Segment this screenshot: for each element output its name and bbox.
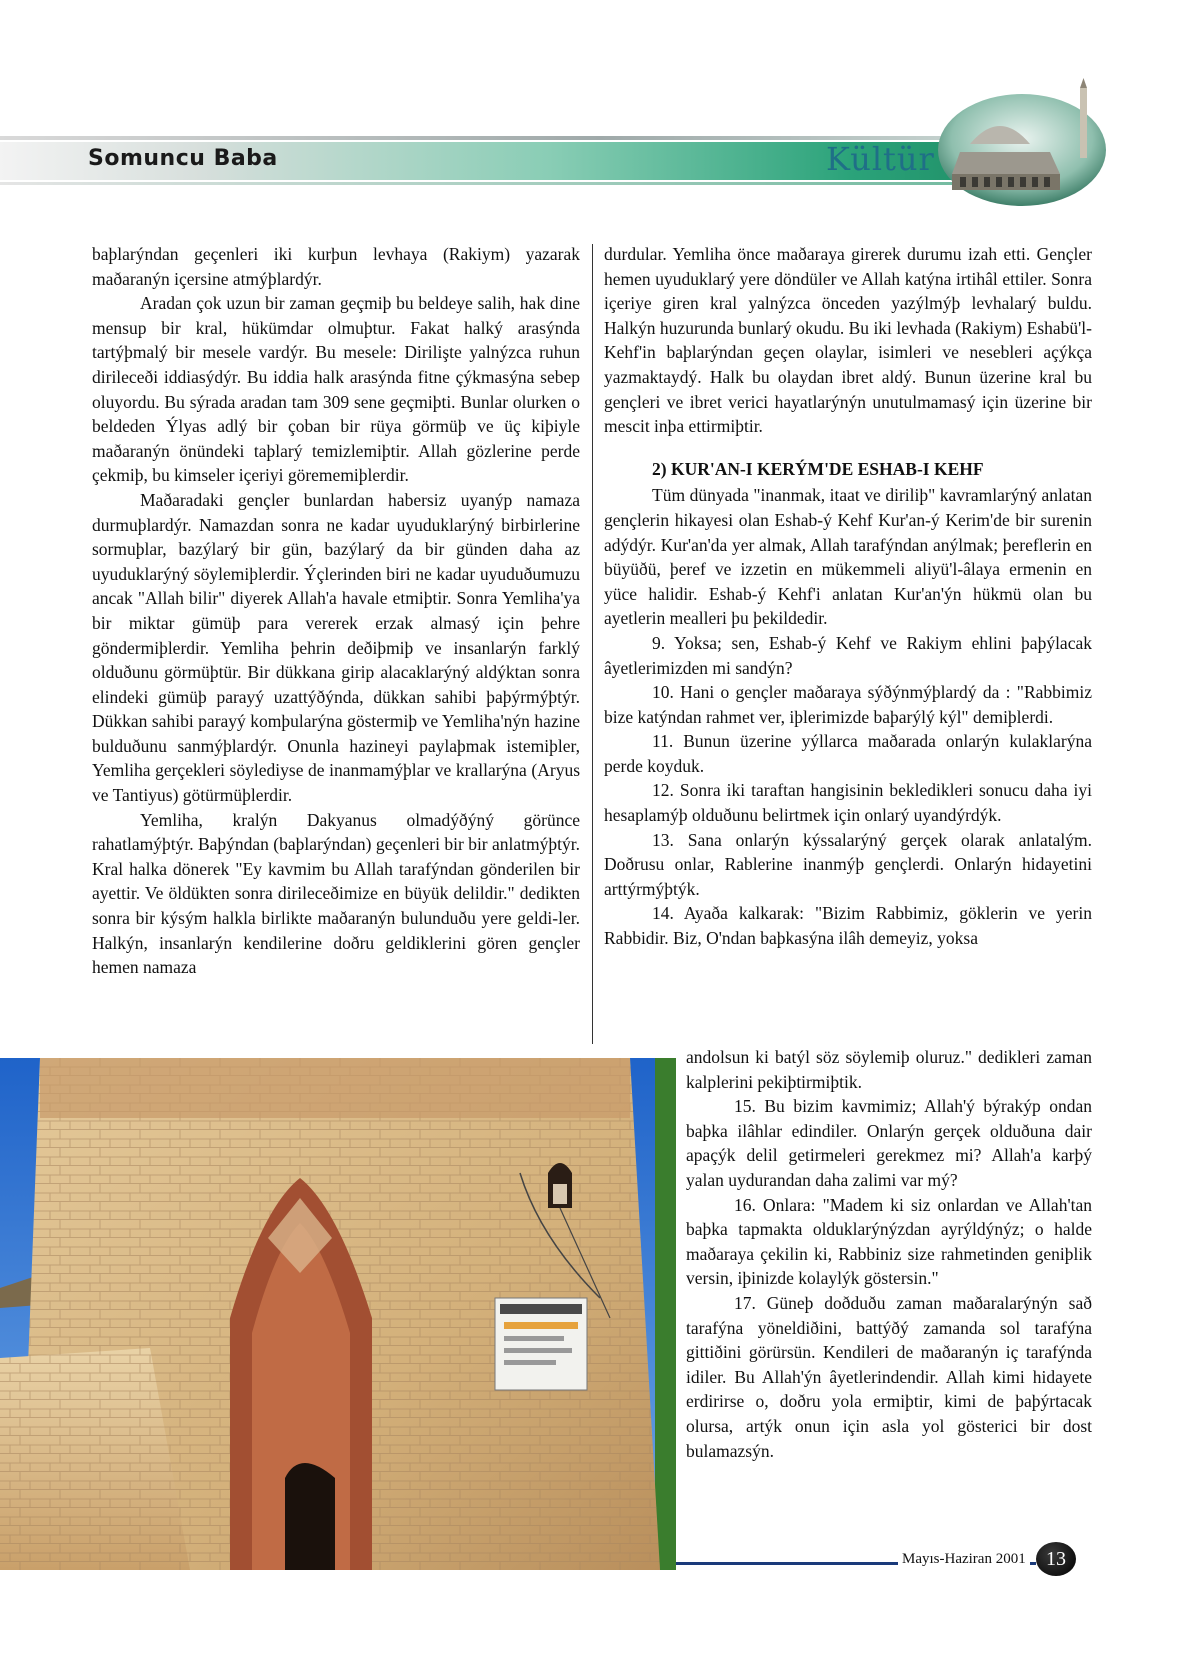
verse-paragraph: 12. Sonra iki taraftan hangisinin bekledikleri sonucu daha iyi hesaplamýþ olduðunu belirtmek için onlarý uyandýrdýk.: [604, 780, 1092, 826]
cave-mosque-photo: [0, 1058, 676, 1570]
paragraph: baþlarýndan geçenleri iki kurþun levhaya (Rakiym) yazarak maðaranýn içersine atmýþlardýr.: [92, 244, 580, 289]
paragraph: durdular. Yemliha önce maðaraya girerek durumu izah etti. Gençler hemen uyuduklarý yere döndüler ve Allah katýna irtihâl ettiler. Sonra içeriye giren kral yalnýzca önceden yazýlmýþ levhalarý buldu. Halkýn huzurunda bunlarý okudu. Bu iki levhada (Rakiym) Eshabü'l-Kehf'in baþlarýndan geçen olaylar, isimleri ve nesebleri açýkça yazmaktaydý. Halk bu olaydan ibret aldý. Bunun üzerine kral bu gençleri ve ibret verici hayatlarýnýn unutulmamasý için üzerine bir mescit inþa ettirmiþtir.: [604, 244, 1092, 437]
column-divider: [592, 244, 593, 1044]
verse-paragraph: 13. Sana onlarýn kýssalarýný gerçek olarak anlatalým. Doðrusu onlar, Rablerine inanmýþ gençlerdi. Onlarýn hidayetini arttýrmýþtýk.: [604, 829, 1092, 899]
section-subheading: 2) KUR'AN-I KERÝM'DE ESHAB-I KEHF: [652, 458, 984, 479]
verse-paragraph: 17. Güneþ doðduðu zaman maðaralarýnýn sað tarafýna yöneldiðini, battýðý zamanda sol tarafýna gittiðini görürsün. Kendileri de maðaranýn iç tarafýnda idiler. Bu Allah'ýn âyetlerindendir. Allah kimi hidayete erdirirse o, doðru yola ermiþtir, kimi de þaþýrtacak olursa, artýk onun için asla yol gösterici bir dost bulamazsýn.: [686, 1292, 1092, 1461]
verse-paragraph: 15. Bu bizim kavmimiz; Allah'ý býrakýp ondan baþka ilâhlar edindiler. Onlarýn gerçek olduðuna dair apaçýk delil getirmeleri gerekmez mi? Allah'a karþý yalan uydurandan daha zalimi var mý?: [686, 1096, 1092, 1190]
paragraph: Maðaradaki gençler bunlardan habersiz uyanýp namaza durmuþlardýr. Namazdan sonra ne kadar uyuduklarýný birbirlerine sormuþlar, bazýlarý bir gün, bazýlarý da bir günden daha az uyuduklarýný söylemiþlerdir. Ýçlerinden biri ne kadar uyuduðumuzu ancak "Allah bilir" diyerek Allah'a havale etmiþtir. Sonra Yemliha'ya bir miktar gümüþ para vererek erzak almasý için þehre göndermiþlerdir. Yemliha þehrin deðiþmiþ ve insanlarýn farklý olduðunu görmüþtür. Bir dükkana girip alacaklarýný aldýktan sonra elindeki gümüþ parayý uzattýðýnda, dükkan sahibi þaþýrmýþtýr. Dükkan sahibi parayý komþularýna göstermiþ ve Yemliha'nýn hazine bulduðunu sanmýþlardýr. Onunla hazineyi paylaþmak istemiþler, Yemliha gerçekleri söylediyse de inanmamýþlar ve krallarýna (Aryus ve Tantiyus) götürmüþlerdir.: [92, 489, 580, 806]
paragraph: Aradan çok uzun bir zaman geçmiþ bu beldeye salih, hak dine mensup bir kral, hükümdar olmuþtur. Fakat halký arasýnda tartýþmalý bir mesele vardýr. Bu mesele: Dirilişte yalnýzca ruhun dirileceði iddiasýdýr. Bu iddia halk arasýnda fitne çýkmasýna sebep oluyordu. Bu sýrada aradan tam 309 sene geçmiþti. Bunlar olurken o beldeden Ýlyas adlý bir çoban bir rüya görmüþ ve üç kiþiyle maðaranýn önündeki taþlarý temizlemiþtir. Allah gözlerine perde çekmiþ, bu kimseler içeriyi görememiþlerdir.: [92, 293, 580, 486]
right-column: [604, 242, 1092, 951]
right-column-wrapped-text: [686, 1045, 1092, 1463]
paragraph: Tüm dünyada "inanmak, itaat ve diriliþ" kavramlarýný anlatan gençlerin hikayesi olan Eshab-ý Kehf Kur'an-ý Kerim'de bir surenin adýdýr. Kur'an'da yer almak, Allah tarafýndan anýlmak; þereflerin en büyüðü, þeref ve izzetin en mükemmeli aliyü'l-âlaya ermenin en yüce halidir. Eshab-ý Kehf'i anlatan Kur'an'ýn hükmü olan bu ayetlerin mealleri þu þekildedir.: [604, 485, 1092, 629]
header-band-bottom-stripe: [0, 182, 1000, 185]
page-number: 13: [1036, 1542, 1076, 1576]
verse-paragraph: andolsun ki batýl söz söylemiþ oluruz." dedikleri zaman kalplerini pekiþtirmiþtik.: [686, 1047, 1092, 1092]
left-column: [92, 242, 580, 980]
verse-paragraph: 16. Onlara: "Madem ki siz onlardan ve Allah'tan baþka tapmakta olduklarýnýzdan ayrýldýnýz; o halde maðaraya çekilin ki, Rabbiniz size rahmetinden geniþlik versin, iþinizde kolaylýk göstersin.": [686, 1194, 1092, 1289]
magazine-name: Somuncu Baba: [88, 146, 278, 171]
verse-paragraph: 10. Hani o gençler maðaraya sýðýnmýþlardý da : "Rabbimiz bize katýndan rahmet ver, iþlerimizde baþarýlý kýl" demiþlerdi.: [604, 682, 1092, 727]
paragraph: Yemliha, kralýn Dakyanus olmadýðýný görünce rahatlamýþtýr. Baþýndan (baþlarýndan) geçenleri bir bir anlatmýþtýr. Kral halka dönerek "Ey kavmim bu Allah tarafýndan gönderilen bir ayettir. Ve öldükten sonra dirileceðimize en büyük delildir." dedikten sonra bir kýsým halkla birlikte maðaranýn bulunduðu yere geldi-ler. Halkýn, insanlarýn kendilerine doðru geldiklerini gören gençler hemen namaza: [92, 809, 580, 978]
mosque-emblem-icon: [930, 78, 1110, 208]
issue-date: Mayıs-Haziran 2001: [898, 1551, 1030, 1568]
verse-paragraph: 9. Yoksa; sen, Eshab-ý Kehf ve Rakiym ehlini þaþýlacak âyetlerimizden mi sandýn?: [604, 632, 1092, 678]
verse-paragraph: 11. Bunun üzerine yýllarca maðarada onlarýn kulaklarýna perde koyduk.: [604, 731, 1092, 776]
section-title: Kültür: [826, 140, 935, 178]
verse-paragraph: 14. Ayaða kalkarak: "Bizim Rabbimiz, göklerin ve yerin Rabbidir. Biz, O'ndan baþkasýna ilâh demeyiz, yoksa: [604, 903, 1092, 949]
